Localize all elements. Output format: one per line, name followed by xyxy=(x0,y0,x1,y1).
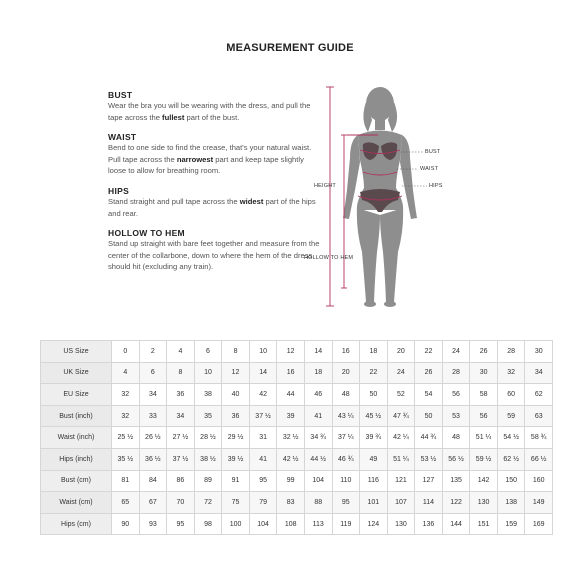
row-label: Hips (cm) xyxy=(41,513,112,535)
table-cell: 93 xyxy=(139,513,167,535)
table-cell: 149 xyxy=(525,492,553,514)
table-cell: 41 xyxy=(304,405,332,427)
instructions xyxy=(108,90,323,282)
table-cell: 95 xyxy=(249,470,277,492)
table-cell: 38 xyxy=(194,384,222,406)
table-cell: 28 ½ xyxy=(194,427,222,449)
table-cell: 75 xyxy=(222,492,250,514)
table-row xyxy=(41,341,553,363)
table-cell: 47 ¾ xyxy=(387,405,415,427)
table-cell: 26 ½ xyxy=(139,427,167,449)
table-cell: 30 xyxy=(470,362,498,384)
table-cell: 16 xyxy=(332,341,360,363)
table-cell: 32 xyxy=(112,405,140,427)
table-cell: 49 xyxy=(360,448,388,470)
table-cell: 44 ¾ xyxy=(415,427,443,449)
table-cell: 20 xyxy=(387,341,415,363)
table-cell: 6 xyxy=(139,362,167,384)
table-cell: 35 xyxy=(194,405,222,427)
table-cell: 98 xyxy=(194,513,222,535)
table-cell: 54 xyxy=(415,384,443,406)
table-cell: 114 xyxy=(415,492,443,514)
table-cell: 33 xyxy=(139,405,167,427)
table-cell: 24 xyxy=(442,341,470,363)
table-row xyxy=(41,513,553,535)
table-cell: 91 xyxy=(222,470,250,492)
instruction-heading: HIPS xyxy=(108,185,130,196)
table-cell: 124 xyxy=(360,513,388,535)
table-cell: 26 xyxy=(470,341,498,363)
table-cell: 42 ½ xyxy=(277,448,305,470)
table-cell: 39 xyxy=(277,405,305,427)
table-cell: 32 ½ xyxy=(277,427,305,449)
table-cell: 79 xyxy=(249,492,277,514)
table-cell: 4 xyxy=(112,362,140,384)
table-cell: 22 xyxy=(415,341,443,363)
table-cell: 101 xyxy=(360,492,388,514)
table-cell: 34 xyxy=(167,405,195,427)
table-row xyxy=(41,384,553,406)
table-cell: 116 xyxy=(360,470,388,492)
table-cell: 34 xyxy=(525,362,553,384)
table-cell: 48 xyxy=(442,427,470,449)
table-cell: 95 xyxy=(332,492,360,514)
table-cell: 53 ½ xyxy=(415,448,443,470)
table-row xyxy=(41,470,553,492)
row-label: Waist (cm) xyxy=(41,492,112,514)
table-cell: 39 ½ xyxy=(222,448,250,470)
table-cell: 95 xyxy=(167,513,195,535)
row-label: EU Size xyxy=(41,384,112,406)
table-cell: 36 ½ xyxy=(139,448,167,470)
table-cell: 90 xyxy=(112,513,140,535)
table-cell: 40 xyxy=(222,384,250,406)
table-cell: 159 xyxy=(497,513,525,535)
table-cell: 12 xyxy=(277,341,305,363)
table-cell: 136 xyxy=(415,513,443,535)
instruction-text: Stand up straight with bare feet together and measure from the center of the collarbone, down to where the hem of the dress should hit (excluding any train). xyxy=(108,239,320,272)
table-cell: 58 xyxy=(470,384,498,406)
table-cell: 26 xyxy=(415,362,443,384)
table-cell: 37 ½ xyxy=(249,405,277,427)
table-cell: 104 xyxy=(249,513,277,535)
table-cell: 138 xyxy=(497,492,525,514)
row-label: Waist (inch) xyxy=(41,427,112,449)
table-cell: 59 xyxy=(497,405,525,427)
table-cell: 70 xyxy=(167,492,195,514)
table-row xyxy=(41,405,553,427)
table-cell: 42 ¼ xyxy=(387,427,415,449)
table-cell: 81 xyxy=(112,470,140,492)
table-cell: 10 xyxy=(249,341,277,363)
waist-label: WAIST xyxy=(420,166,439,172)
table-cell: 127 xyxy=(415,470,443,492)
size-chart-table xyxy=(40,340,553,535)
table-cell: 0 xyxy=(112,341,140,363)
table-cell: 8 xyxy=(167,362,195,384)
table-cell: 56 xyxy=(442,384,470,406)
table-cell: 37 ½ xyxy=(167,448,195,470)
table-cell: 151 xyxy=(470,513,498,535)
table-cell: 30 xyxy=(525,341,553,363)
table-cell: 27 ½ xyxy=(167,427,195,449)
instruction-text: Stand straight and pull tape across the widest part of the hips and rear. xyxy=(108,196,316,218)
table-cell: 37 ¼ xyxy=(332,427,360,449)
table-cell: 10 xyxy=(194,362,222,384)
table-cell: 104 xyxy=(304,470,332,492)
row-label: UK Size xyxy=(41,362,112,384)
table-cell: 53 xyxy=(442,405,470,427)
table-cell: 34 ¾ xyxy=(304,427,332,449)
table-cell: 32 xyxy=(112,384,140,406)
table-cell: 150 xyxy=(497,470,525,492)
bust-label: BUST xyxy=(425,149,441,155)
table-cell: 169 xyxy=(525,513,553,535)
table-cell: 14 xyxy=(249,362,277,384)
table-cell: 113 xyxy=(304,513,332,535)
table-cell: 142 xyxy=(470,470,498,492)
table-cell: 48 xyxy=(332,384,360,406)
table-row xyxy=(41,492,553,514)
table-cell: 41 xyxy=(249,448,277,470)
table-cell: 20 xyxy=(332,362,360,384)
table-cell: 84 xyxy=(139,470,167,492)
table-cell: 18 xyxy=(360,341,388,363)
instruction-text: Bend to one side to find the crease, that's your natural waist. Pull tape across the narrowest part and keep tape slightly loose to allow for breathing room. xyxy=(108,143,312,176)
table-cell: 130 xyxy=(387,513,415,535)
page-title: MEASUREMENT GUIDE xyxy=(226,42,354,54)
table-row xyxy=(41,362,553,384)
table-cell: 59 ½ xyxy=(470,448,498,470)
table-cell: 8 xyxy=(222,341,250,363)
table-cell: 50 xyxy=(415,405,443,427)
instruction-text: Wear the bra you will be wearing with the dress, and pull the tape across the fullest part of the bust. xyxy=(108,101,311,122)
table-cell: 28 xyxy=(497,341,525,363)
table-cell: 160 xyxy=(525,470,553,492)
table-cell: 54 ½ xyxy=(497,427,525,449)
hips-label: HIPS xyxy=(429,183,443,189)
table-cell: 29 ½ xyxy=(222,427,250,449)
body-silhouette-illustration xyxy=(300,80,470,320)
table-cell: 107 xyxy=(387,492,415,514)
table-cell: 66 ½ xyxy=(525,448,553,470)
table-cell: 50 xyxy=(360,384,388,406)
table-cell: 31 xyxy=(249,427,277,449)
table-cell: 28 xyxy=(442,362,470,384)
table-cell: 46 xyxy=(304,384,332,406)
table-cell: 43 ¼ xyxy=(332,405,360,427)
table-cell: 35 ½ xyxy=(112,448,140,470)
instruction-bust xyxy=(108,90,323,123)
table-cell: 72 xyxy=(194,492,222,514)
table-row xyxy=(41,427,553,449)
table-cell: 18 xyxy=(304,362,332,384)
table-cell: 46 ¾ xyxy=(332,448,360,470)
row-label: Bust (cm) xyxy=(41,470,112,492)
table-cell: 42 xyxy=(249,384,277,406)
instruction-hollow-to-hem xyxy=(108,228,323,273)
table-cell: 110 xyxy=(332,470,360,492)
table-cell: 119 xyxy=(332,513,360,535)
table-cell: 135 xyxy=(442,470,470,492)
row-label: US Size xyxy=(41,341,112,363)
table-cell: 38 ½ xyxy=(194,448,222,470)
table-cell: 88 xyxy=(304,492,332,514)
table-cell: 60 xyxy=(497,384,525,406)
table-cell: 51 ¼ xyxy=(387,448,415,470)
row-label: Hips (inch) xyxy=(41,448,112,470)
instruction-heading: HOLLOW TO HEM xyxy=(108,228,185,239)
table-cell: 86 xyxy=(167,470,195,492)
table-cell: 56 ½ xyxy=(442,448,470,470)
table-cell: 2 xyxy=(139,341,167,363)
table-cell: 83 xyxy=(277,492,305,514)
instruction-heading: BUST xyxy=(108,90,133,100)
table-cell: 99 xyxy=(277,470,305,492)
table-cell: 63 xyxy=(525,405,553,427)
row-label: Bust (inch) xyxy=(41,405,112,427)
table-cell: 24 xyxy=(387,362,415,384)
height-label: HEIGHT xyxy=(314,183,336,189)
instruction-heading: WAIST xyxy=(108,132,137,143)
table-cell: 12 xyxy=(222,362,250,384)
body-figure xyxy=(300,80,470,320)
table-cell: 100 xyxy=(222,513,250,535)
table-cell: 65 xyxy=(112,492,140,514)
table-cell: 34 xyxy=(139,384,167,406)
table-cell: 22 xyxy=(360,362,388,384)
table-cell: 122 xyxy=(442,492,470,514)
table-cell: 32 xyxy=(497,362,525,384)
hollow-to-hem-label: HOLLOW TO HEM xyxy=(304,255,354,261)
table-cell: 108 xyxy=(277,513,305,535)
table-cell: 36 xyxy=(222,405,250,427)
table-cell: 51 ¼ xyxy=(470,427,498,449)
table-cell: 67 xyxy=(139,492,167,514)
table-cell: 39 ¾ xyxy=(360,427,388,449)
table-cell: 121 xyxy=(387,470,415,492)
table-cell: 6 xyxy=(194,341,222,363)
table-cell: 62 xyxy=(525,384,553,406)
table-cell: 36 xyxy=(167,384,195,406)
table-cell: 58 ¾ xyxy=(525,427,553,449)
table-cell: 25 ½ xyxy=(112,427,140,449)
table-cell: 56 xyxy=(470,405,498,427)
table-cell: 144 xyxy=(442,513,470,535)
instruction-hips xyxy=(108,186,323,219)
table-row xyxy=(41,448,553,470)
table-cell: 130 xyxy=(470,492,498,514)
instruction-waist xyxy=(108,132,323,177)
table-cell: 44 xyxy=(277,384,305,406)
table-cell: 14 xyxy=(304,341,332,363)
table-cell: 45 ½ xyxy=(360,405,388,427)
table-cell: 4 xyxy=(167,341,195,363)
table-cell: 89 xyxy=(194,470,222,492)
table-cell: 62 ½ xyxy=(497,448,525,470)
table-cell: 16 xyxy=(277,362,305,384)
table-cell: 52 xyxy=(387,384,415,406)
table-cell: 44 ½ xyxy=(304,448,332,470)
